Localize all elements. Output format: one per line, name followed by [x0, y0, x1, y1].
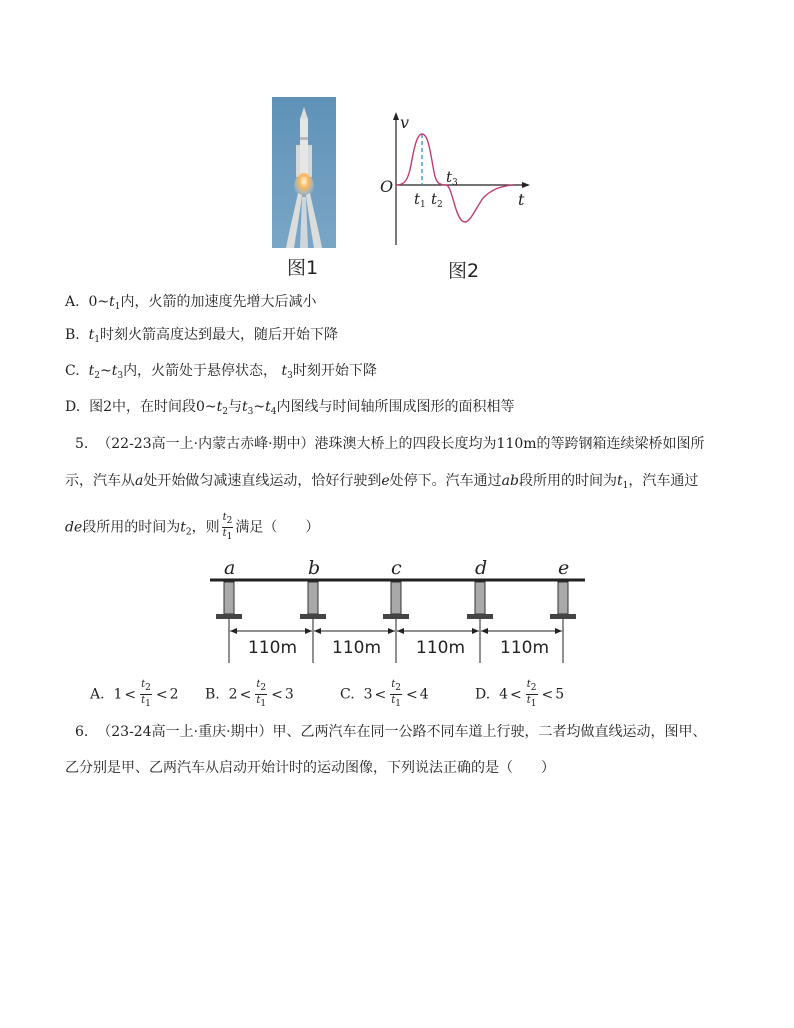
origin-label: O: [380, 177, 394, 196]
bridge-point-b: b: [308, 557, 321, 579]
q4-option-d[interactable]: D. 图2中，在时间段$0\sim t_2$与$t_3\sim t_4$内图线与时间轴所围成图形的面积相等: [65, 399, 515, 417]
t2-label: $t_2$: [431, 190, 443, 210]
span-length-label: 110m: [248, 638, 298, 658]
q5-option-d[interactable]: D. 4 < $\frac{t2}{t1}$ < 5: [475, 679, 565, 709]
dimension-arrow: [314, 628, 321, 634]
q5-option-b[interactable]: B. 2 < $\frac{t2}{t1}$ < 3: [205, 679, 294, 709]
x-axis-label: t: [518, 190, 525, 209]
bridge-point-c: c: [391, 557, 402, 579]
bridge-pier-base: [216, 614, 242, 619]
y-axis-arrow: [393, 112, 399, 120]
q5-line-2: 示，汽车从a处开始做匀减速直线运动，恰好行驶到e处停下。汽车通过ab段所用的时间为$t_1$，汽车通过: [65, 473, 699, 491]
rocket-photo: [272, 97, 336, 248]
bridge-pier-base: [550, 614, 576, 619]
dimension-arrow: [230, 628, 237, 634]
q5-line-3: de段所用的时间为$t_2$，则 $\frac{t2}{t1}$ 满足（ ）: [65, 512, 320, 542]
q4-option-c[interactable]: C. $t_2\sim t_3$内，火箭处于悬停状态， $t_3$时刻开始下降: [65, 363, 377, 381]
span-length-label: 110m: [416, 638, 466, 658]
bridge-pier: [224, 582, 234, 614]
dimension-arrow: [397, 628, 404, 634]
bridge-point-a: a: [224, 557, 236, 579]
q4-option-a[interactable]: A. $0\sim t_1$内，火箭的加速度先增大后减小: [65, 294, 317, 312]
bridge-pier-base: [300, 614, 326, 619]
bridge-piers: [216, 582, 576, 619]
q6-line-1: 6. （23-24高一上·重庆·期中）甲、乙两汽车在同一公路不同车道上行驶，二者均做直线运动，图甲、: [75, 724, 707, 740]
span-length-label: 110m: [500, 638, 550, 658]
q5-line-1: 5. （22-23高一上·内蒙古赤峰·期中）港珠澳大桥上的四段长度均为110m的等跨钢箱连续梁桥如图所: [75, 436, 705, 452]
figure-2-label: 图2: [448, 260, 480, 282]
figure-1-label: 图1: [287, 257, 319, 279]
dimension-arrow: [388, 628, 395, 634]
bridge-pier-base: [467, 614, 493, 619]
bridge-pier: [475, 582, 485, 614]
q5-option-a[interactable]: A. 1 < $\frac{t2}{t1}$ < 2: [90, 679, 179, 709]
q5-option-c[interactable]: C. 3 < $\frac{t2}{t1}$ < 4: [340, 679, 429, 709]
dimension-arrow: [555, 628, 562, 634]
q4-option-b[interactable]: B. $t_1$时刻火箭高度达到最大，随后开始下降: [65, 327, 339, 345]
bridge-pier: [558, 582, 568, 614]
x-axis-arrow: [522, 182, 530, 188]
bridge-pier: [308, 582, 318, 614]
bridge-pier-base: [383, 614, 409, 619]
dimension-arrow: [481, 628, 488, 634]
dimension-arrow: [472, 628, 479, 634]
span-length-label: 110m: [332, 638, 382, 658]
t1-label: $t_1$: [414, 190, 426, 210]
bridge-pier: [391, 582, 401, 614]
q6-line-2: 乙分别是甲、乙两汽车从启动开始计时的运动图像，下列说法正确的是（ ）: [65, 760, 555, 776]
bridge-point-d: d: [475, 557, 488, 579]
bridge-point-e: e: [558, 557, 570, 579]
q5-ratio-fraction: $\frac{t2}{t1}$: [222, 512, 233, 542]
t3-label: $t_3$: [446, 168, 458, 188]
dimension-arrow: [305, 628, 312, 634]
y-axis-label: v: [400, 113, 410, 132]
